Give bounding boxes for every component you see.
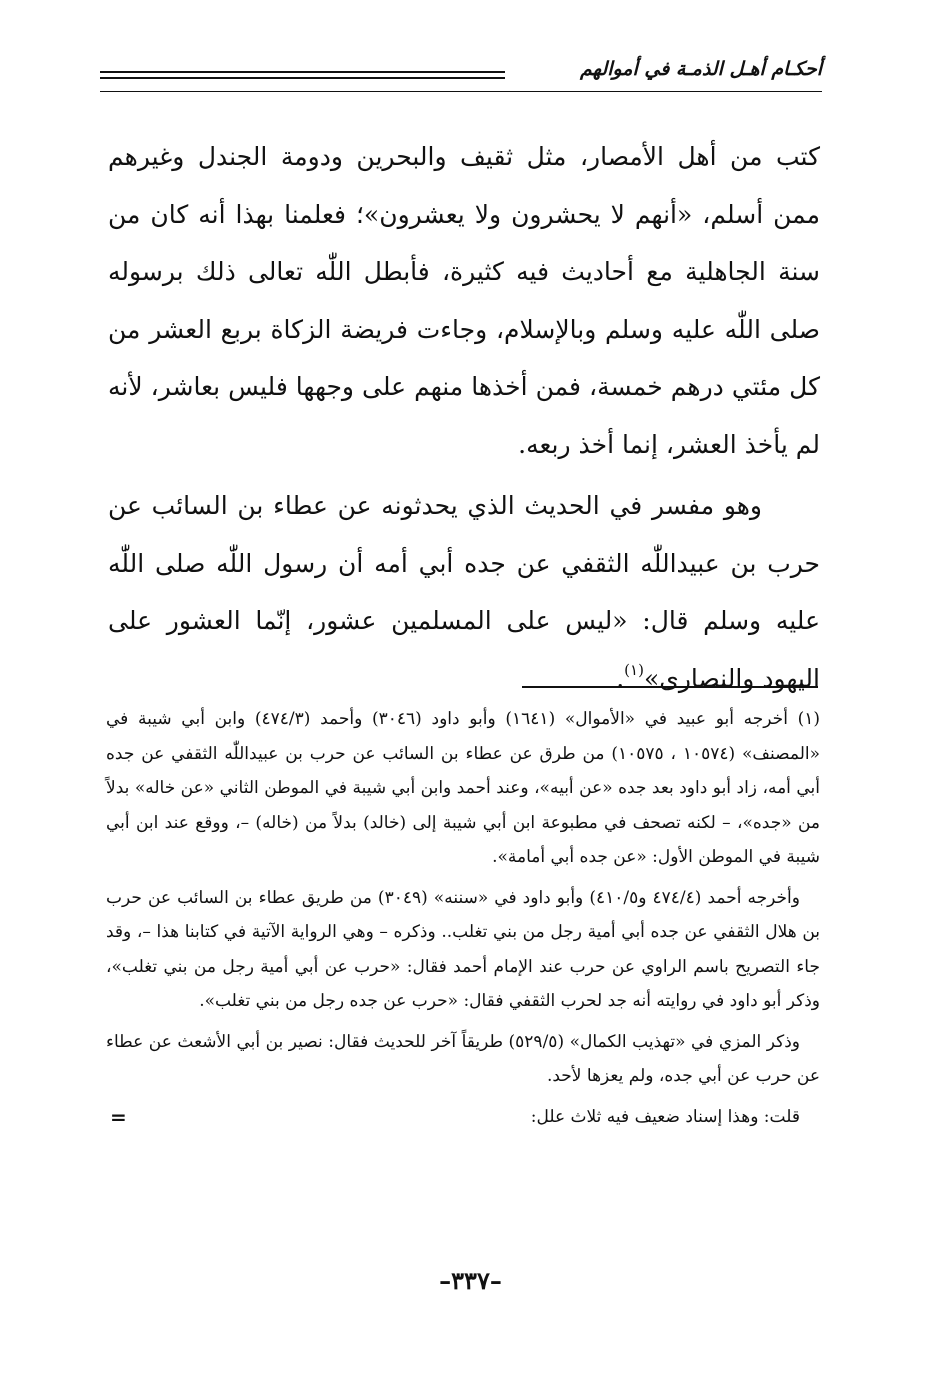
footnote-paragraph: وأخرجه أحمد (٤٧٤/٤ و٤١٠/٥) وأبو داود في «سننه» (٣٠٤٩) من طريق عطاء بن السائب عن حرب بن هلال الثقفي عن جده أبي أمية رجل من بني تغلب.. وذكره – وهي الرواية الآتية في كتابنا هذا –، وقد جاء التصريح باسم الراوي عن حرب عند الإمام أحمد فقال: «حرب عن أبي أمية رجل من بني تغلب»، وذكر أبو داود في روايته أنه جد لحرب الثقفي فقال: «حرب عن جده رجل من بني تغلب». — [106, 887, 820, 1011]
main-text — [108, 128, 820, 711]
running-header — [100, 58, 822, 94]
header-rule — [100, 77, 505, 79]
page-number: –٣٣٧– — [439, 1266, 502, 1295]
body-paragraph: كتب من أهل الأمصار، مثل ثقيف والبحرين ودومة الجندل وغيرهم ممن أسلم، «أنهم لا يحشرون ولا يعشرون»؛ فعلمنا بهذا أنه كان من سنة الجاهلية مع أحاديث فيه كثيرة، فأبطل اللّٰه تعالى ذلك برسوله صلى اللّٰه عليه وسلم وبالإسلام، وجاءت فريضة الزكاة بربع العشر من كل مئتي درهم خمسة، فمن أخذها منهم على وجهها فليس بعاشر، لأنه لم يأخذ العشر، إنما أخذ ربعه. — [108, 142, 820, 459]
body-paragraph: وهو مفسر في الحديث الذي يحدثونه عن عطاء بن السائب عن حرب بن عبيداللّٰه الثقفي عن جده أبي أمه أن رسول اللّٰه صلى اللّٰه عليه وسلم قال: «ليس على المسلمين عشور، إنّما العشور على اليهود والنصارى»$^{(١)}$. — [108, 491, 820, 693]
footnote-separator — [522, 686, 818, 688]
footnote-paragraph — [106, 1100, 820, 1135]
footnote-paragraph: وذكر المزي في «تهذيب الكمال» (٥٢٩/٥) طريقاً آخر للحديث فقال: نصير بن أبي الأشعث عن عطاء عن حرب عن أبي جده، ولم يعزها لأحد. — [106, 1031, 820, 1086]
header-title: أحكـام أهـل الذمـة في أموالهم — [580, 58, 822, 80]
header-rule — [100, 71, 505, 73]
footnotes — [106, 702, 820, 1140]
footnote-paragraph-text: قلت: وهذا إسناد ضعيف فيه ثلاث علل: — [530, 1106, 800, 1127]
footnote-paragraph: (١) أخرجه أبو عبيد في «الأموال» (١٦٤١) وأبو داود (٣٠٤٦) وأحمد (٤٧٤/٣) وابن أبي شيبة في «المصنف» (١٠٥٧٤ ، ١٠٥٧٥) من طرق عن عطاء بن السائب عن حرب بن عبيداللّٰه الثقفي عن جده أبي أمه، زاد أبو داود بعد جده «عن أبيه»، وعند أحمد وابن أبي شيبة في الموطن الثاني «عن خاله» بدلاً من «جده»، – لكنه تصحف في مطبوعة ابن أبي شيبة إلى (خالد) بدلاً من (خاله) –، ووقع عند ابن أبي شيبة في الموطن الأول: «عن جده أبي أمامة». — [106, 709, 821, 867]
continuation-mark: = — [110, 1104, 127, 1129]
header-bottom-rule — [100, 91, 822, 92]
body-paragraph-text: وهو مفسر في الحديث الذي يحدثونه عن عطاء بن السائب عن حرب بن عبيداللّٰه الثقفي عن جده أبي أمه أن رسول اللّٰه صلى اللّٰه عليه وسلم قال: «ليس على المسلمين عشور، إنّما العشور على اليهود والنصارى» — [108, 491, 820, 693]
footnote-reference[interactable]: (١) — [624, 660, 644, 679]
